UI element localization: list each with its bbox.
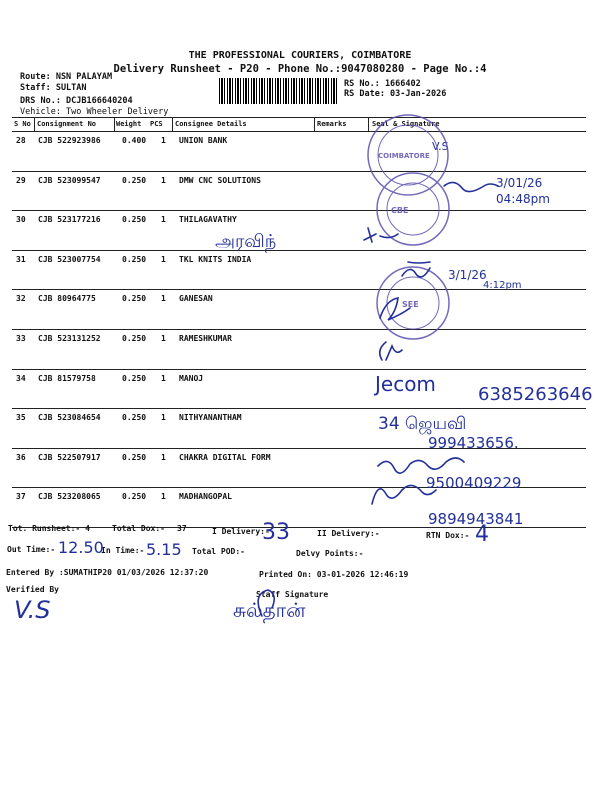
- row31-time: 4:12pm: [483, 280, 522, 291]
- out-time: Out Time:-: [7, 545, 56, 554]
- row-pcs: 1: [161, 215, 166, 225]
- row-consignee: NITHYANANTHAM: [179, 413, 242, 423]
- company-title: THE PROFESSIONAL COURIERS, COIMBATORE: [188, 50, 412, 61]
- row-sno: 36: [16, 452, 26, 462]
- row-pcs: 1: [161, 294, 166, 304]
- header-consignee: Consignee Details: [175, 120, 247, 128]
- row-weight: 0.250: [122, 334, 147, 343]
- row-sno: 29: [16, 175, 26, 185]
- row-sno: 31: [16, 254, 26, 264]
- rtn-dox: RTN Dox:-: [426, 531, 470, 540]
- header-remarks: Remarks: [317, 120, 347, 128]
- runsheet-subtitle: Delivery Runsheet - P20 - Phone No.:9047080280 - Page No.:4: [113, 63, 487, 75]
- drs-number: DRS No.: DCJB166640204: [20, 96, 133, 106]
- row-consignment-no: CJB 522923986: [38, 136, 101, 145]
- row-weight: 0.250: [122, 294, 147, 304]
- row-weight: 0.250: [122, 175, 147, 185]
- row-weight: 0.250: [122, 413, 147, 423]
- staff-signature: சுல்தான்: [233, 598, 306, 622]
- row-consignment-no: CJB 523177216: [38, 215, 101, 225]
- row30-signature: அரவிந்: [215, 231, 277, 252]
- row-sno: 32: [16, 294, 26, 304]
- in-time: In Time:-: [101, 546, 145, 555]
- total-dox: Total Dox:-: [112, 524, 165, 533]
- i-delivery-handwritten: 33: [262, 520, 290, 545]
- stamp-text-1: COIMBATORE: [378, 152, 430, 160]
- staff-signature-label: Staff Signature: [256, 590, 329, 599]
- row34-phone: 6385263646: [478, 384, 593, 405]
- i-delivery: I Delivery:-: [212, 527, 270, 536]
- row-consignment-no: CJB 522507917: [38, 452, 101, 462]
- row-consignment-no: CJB 523007754: [38, 254, 101, 264]
- row-sno: 33: [16, 334, 26, 343]
- header-seal: Seal & Signature: [372, 120, 440, 128]
- row-pcs: 1: [161, 254, 166, 264]
- row-consignee: TKL KNITS INDIA: [179, 254, 252, 264]
- row36-phone: 9500409229: [426, 474, 522, 492]
- stamp-text-2: CBE: [391, 206, 409, 215]
- row36-signature-stroke: [378, 458, 464, 473]
- row-consignment-no: CJB 80964775: [38, 294, 96, 304]
- row35-name: 34 ஜெயவி: [378, 414, 467, 434]
- row-sno: 35: [16, 413, 26, 423]
- row-consignee: RAMESHKUMAR: [179, 334, 232, 343]
- in-time-handwritten: 5.15: [146, 540, 182, 559]
- row-consignee: MANOJ: [179, 373, 204, 383]
- verified-signature: V.S: [14, 596, 51, 624]
- row-consignee: MADHANGOPAL: [179, 492, 232, 502]
- printed-on: Printed On: 03-01-2026 12:46:19: [259, 570, 409, 579]
- row-weight: 0.250: [122, 373, 147, 383]
- delivery-points: Delvy Points:-: [296, 549, 364, 558]
- row37-phone: 9894943841: [428, 510, 524, 528]
- header-weight: Weight: [116, 120, 142, 128]
- row-consignment-no: CJB 523084654: [38, 413, 101, 423]
- row-consignee: DMW CNC SOLUTIONS: [179, 175, 261, 185]
- row-pcs: 1: [161, 373, 166, 383]
- row-consignment-no: CJB 523131252: [38, 334, 101, 343]
- row-weight: 0.250: [122, 215, 147, 225]
- row-sno: 37: [16, 492, 26, 502]
- row-consignment-no: CJB 523208065: [38, 492, 101, 502]
- row-pcs: 1: [161, 175, 166, 185]
- route-label: Route: NSN PALAYAM: [20, 72, 113, 82]
- row-pcs: 1: [161, 334, 166, 343]
- row-weight: 0.250: [122, 452, 147, 462]
- row-weight: 0.400: [122, 136, 147, 145]
- row37-signature-stroke: [372, 485, 436, 504]
- header-pcs: PCS: [150, 120, 163, 128]
- row28-signature: V.S: [432, 140, 449, 153]
- row29-time: 04:48pm: [496, 192, 550, 206]
- rs-date: RS Date: 03-Jan-2026: [344, 89, 447, 99]
- staff-signature-flourish: [258, 590, 274, 616]
- row35-phone: 999433656.: [428, 434, 519, 452]
- row-consignee: UNION BANK: [179, 136, 228, 145]
- staff-label: Staff: SULTAN: [20, 83, 87, 93]
- stamp-text-3: SEE: [402, 300, 419, 309]
- row-consignment-no: CJB 81579758: [38, 373, 96, 383]
- row-sno: 30: [16, 215, 26, 225]
- header-consignment: Consignment No: [37, 120, 97, 128]
- row-consignee: THILAGAVATHY: [179, 215, 237, 225]
- row-consignee: CHAKRA DIGITAL FORM: [179, 452, 271, 462]
- row-consignment-no: CJB 523099547: [38, 175, 101, 185]
- total-pod: Total POD:-: [192, 547, 245, 556]
- row-pcs: 1: [161, 413, 166, 423]
- total-dox-value: 37: [177, 524, 187, 533]
- stamp-circle-2: [377, 173, 449, 245]
- row-weight: 0.250: [122, 492, 147, 502]
- row-pcs: 1: [161, 136, 166, 145]
- verified-by: Verified By: [6, 585, 59, 594]
- vehicle-label: Vehicle: Two Wheeler Delivery: [20, 107, 169, 117]
- row-pcs: 1: [161, 492, 166, 502]
- row29-date: 3/01/26: [496, 176, 543, 190]
- row-consignee: GANESAN: [179, 294, 213, 304]
- total-runsheet: Tot. Runsheet:- 4: [8, 524, 90, 533]
- ii-delivery: II Delivery:-: [317, 529, 380, 538]
- rtn-handwritten: 4: [475, 522, 489, 547]
- row-sno: 28: [16, 136, 26, 145]
- header-sno: S No: [14, 120, 31, 128]
- row-pcs: 1: [161, 452, 166, 462]
- row33-signature-stroke: [380, 342, 402, 360]
- rs-number: RS No.: 1666402: [344, 79, 421, 89]
- row-weight: 0.250: [122, 254, 147, 264]
- out-time-handwritten: 12.50: [58, 538, 104, 557]
- row29-signature-stroke: [444, 182, 498, 191]
- entered-by: Entered By :SUMATHIP20 01/03/2026 12:37:20: [6, 568, 209, 577]
- row34-name: Jecom: [375, 372, 436, 396]
- row30-remarks-stroke: [364, 228, 398, 242]
- row-sno: 34: [16, 373, 26, 383]
- row31-date: 3/1/26: [448, 268, 487, 282]
